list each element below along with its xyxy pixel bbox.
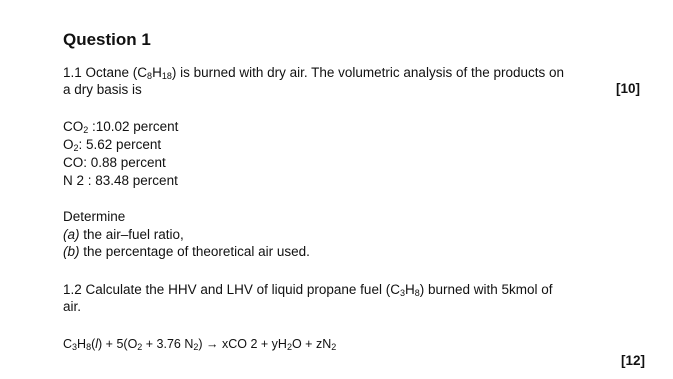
part-a: (a) the air–fuel ratio, bbox=[63, 227, 184, 242]
combustion-equation: $C_3H_8(l) + 5(O_2 + 3.76$ $N_2$) → xCO $2 + yH_2O + zN_2$ bbox=[63, 337, 337, 352]
product-co2: $CO_2$ :10.02 percent bbox=[63, 119, 179, 135]
question-title: Question 1 bbox=[63, 30, 151, 49]
q1-2-prompt-line-2: air. bbox=[63, 299, 82, 314]
q1-2-prompt-line-1: 1.2 Calculate the HHV and LHV of liquid propane fuel $(C_3H_8)$ burned with 5kmol of bbox=[63, 282, 553, 298]
q1-1-marks: [10] bbox=[616, 81, 641, 96]
q1-1-prompt-line-1: 1.1 Octane $(C_8H_{18})$ is burned with dry air. The volumetric analysis of the products on bbox=[63, 65, 565, 81]
product-n2: N 2 : 83.48 percent bbox=[63, 173, 178, 188]
q1-2-marks: [12] bbox=[621, 353, 646, 368]
q1-1-prompt-line-2: a dry basis is bbox=[63, 82, 142, 97]
product-o2: $O_2$: 5.62 percent bbox=[63, 137, 162, 153]
determine-label: Determine bbox=[63, 209, 126, 224]
product-co: CO: 0.88 percent bbox=[63, 155, 166, 170]
part-b: (b) the percentage of theoretical air used. bbox=[63, 244, 310, 259]
